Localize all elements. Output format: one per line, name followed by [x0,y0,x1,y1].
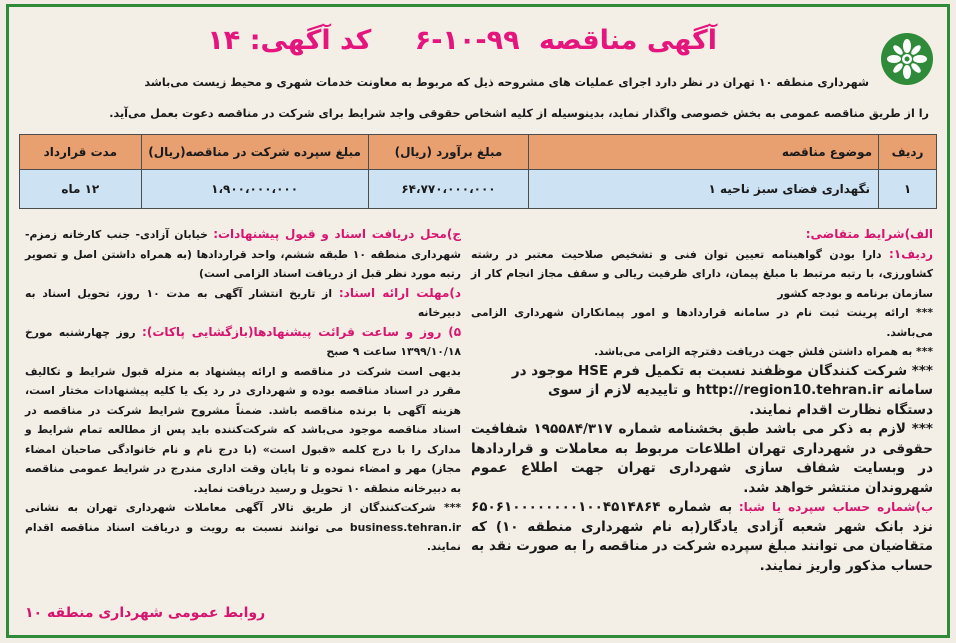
notice-title [207,25,717,56]
note-flash: *** به همراه داشتن فلش جهت دریافت دفترچه الزامی می‌باشد. [594,345,933,358]
tehran-municipality-logo [881,33,933,85]
cell-row-number: ۱ [879,170,937,209]
note-transparency: *** لازم به ذکر می باشد طبق بخشنامه شماره ۱۹۵۵۸۴/۳۱۷ شفافیت حقوقی در شهرداری تهران اطلاعات مربوط به معاملات و قراردادها در وبسایت شفاف سازی شهرداری تهران جهت اطلاع عموم شهروندان منتشر خواهد شد. [471,421,933,496]
col-header-duration: مدت قرارداد [20,135,142,170]
intro-end: می‌باشد [144,76,189,89]
tender-table [19,134,937,209]
intro-line-2: را از طریق مناقصه عمومی به بخش خصوصی واگذار نماید، بدینوسیله از کلیه اشخاص حقوقی واجد شرایط برای شرکت در مناقصه دعوت بعمل می‌آید. [109,107,929,120]
table-row [20,170,937,209]
intro-line-1 [23,73,869,92]
table-header-row [20,135,937,170]
notice-code: کد آگهی: ۱۴ [207,25,372,56]
title-text: آگهی مناقصه [538,25,717,56]
notice-date: ۹۹-۱۰-۶ [414,25,520,56]
section-dal-title: د)مهلت ارائه اسناد: [338,285,462,300]
jim-text: خیابان آزادی- جنب کارخانه زمزم- شهرداری منطقه ۱۰ طبقه ششم، واحد قراردادها (به همراه داشتن اصل و تصویر رتبه مورد نظر قبل از دریافت اسناد الزامی است) [25,228,461,280]
col-header-row-number: ردیف [879,135,937,170]
he-text: روز چهارشنبه مورخ ۱۳۹۹/۱۰/۱۸ ساعت ۹ صبح [25,325,461,358]
public-relations-signature: روابط عمومی شهرداری منطقه ۱۰ [25,605,266,621]
radif1-text: دارا بودن گواهینامه تعیین توان فنی و تشخیص صلاحیت معتبر در رشته کشاورزی، با رتبه مرتبط با مبلغ پیمان، دارای ظرفیت ریالی و سقف مجاز انجام کار از سازمان برنامه و بودجه کشور [471,247,933,300]
note-register: *** ارائه پرینت ثبت نام در سامانه قراردادها و امور پیمانکاران شهرداری الزامی می‌باشد. [471,306,933,339]
account-text: به شماره ۶۵۰۶۱۰۰۰۰۰۰۰۰۱۰۰۴۵۱۴۸۶۴ نزد بانک شهر شعبه آزادی یادگار(به نام شهرداری منطقه ۱۰) که متقاضیان می توانند مبلغ سپرده شرکت در مناقصه را به صورت نقد به حساب مذکور واریز نمایند. [471,499,933,574]
section-jim-title: ج)محل دریافت اسناد و قبول پیشنهادات: [213,227,461,241]
flower-emblem-icon [885,37,929,81]
col-header-subject: موضوع مناقصه [529,135,879,170]
col-header-deposit: مبلغ سپرده شرکت در مناقصه(ریال) [141,135,368,170]
conditions-column [471,225,933,576]
terms-paragraph: بدیهی است شرکت در مناقصه و ارائه پیشنهاد به منزله قبول شرایط و تکالیف مقرر در اسناد مناقصه بوده و شهرداری در رد یک یا کلیه پیشنهادات مختار است، هزینه آگهی با برنده مناقصه باشد. ضمناً مشروح شرایط شرکت در مناقصه در اسناد مناقصه موجود می‌باشد که شرکت‌کننده باید پس از مطالعه تمام شرایط و مدارک را با درج کلمه «قبول است» (با درج نام و نام خانوادگی صاحبان امضاء مجاز) مهر و امضاء نموده و تا پایان وقت اداری مندرج در شرایط عمومی مناقصه به دبیرخانه منطقه ۱۰ تحویل و رسید دریافت نماید. [25,364,461,495]
col-header-estimate: مبلغ برآورد (ریال) [368,135,529,170]
cell-duration: ۱۲ ماه [20,170,142,209]
dal-text: از تاریخ انتشار آگهی به مدت ۱۰ روز، تحویل اسناد به دبیرخانه [25,286,461,319]
cell-subject: نگهداری فضای سبز ناحیه ۱ [529,170,879,209]
note-hse-3: دستگاه نظارت اقدام نمایند. [749,401,933,418]
intro-municipality: شهرداری منطقه ۱۰ تهران [722,76,869,89]
cell-estimate: ۶۴،۷۷۰،۰۰۰،۰۰۰ [368,170,529,209]
cell-deposit: ۱،۹۰۰،۰۰۰،۰۰۰ [141,170,368,209]
tender-notice [6,4,950,638]
section-he-title: ۵) روز و ساعت قرائت پیشنهادها(بازگشایی پاکات): [142,324,462,339]
radif1-label: ردیف۱: [889,246,934,261]
intro-department: معاونت خدمات شهری و محیط زیست [192,76,398,89]
documents-column [25,225,461,557]
note-hse-1: *** شرکت کنندگان موظفند نسبت به تکمیل فرم HSE موجود در [511,362,933,379]
intro-text: در نظر دارد اجرای عملیات های مشروحه ذیل که مربوط به [401,76,719,89]
section-alef-title: الف)شرایط متقاضی: [805,227,933,241]
business-portal-note: *** شرکت‌کنندگان از طریق تالار آگهی معاملات شهرداری تهران به نشانی business.tehran.ir می توانند نسبت به رویت و دریافت اسناد مناقصه اقدام نمایند. [25,501,461,553]
section-be-title: ب)شماره حساب سپرده یا شبا: [738,500,933,514]
note-hse-2: سامانه http://region10.tehran.ir و تاییدیه لازم از سوی [548,382,933,398]
